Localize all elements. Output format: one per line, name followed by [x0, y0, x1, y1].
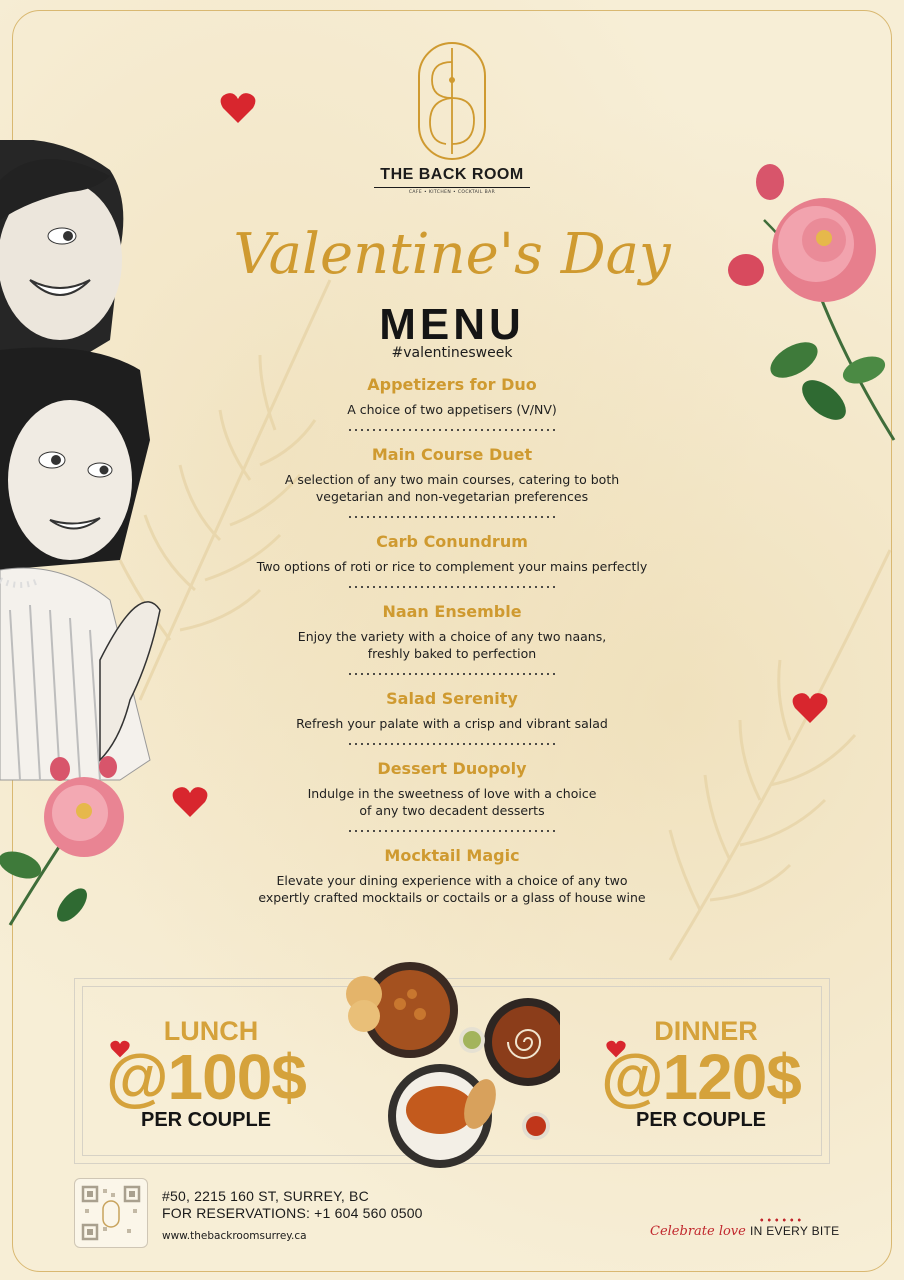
lunch-label: LUNCH	[163, 1016, 259, 1046]
course-item	[220, 444, 684, 505]
reservation-phone[interactable]: FOR RESERVATIONS: +1 604 560 0500	[162, 1205, 423, 1221]
logo-monogram-icon	[416, 40, 488, 162]
course-name: Naan Ensemble	[382, 602, 522, 621]
lunch-price: @100$	[106, 1041, 306, 1113]
course-description	[220, 715, 684, 732]
dotted-divider	[347, 429, 557, 431]
course-item	[220, 758, 684, 819]
address-block	[162, 1188, 423, 1222]
course-list	[220, 374, 684, 906]
lunch-offer	[96, 1016, 316, 1132]
dinner-label: DINNER	[654, 1016, 758, 1046]
qr-code-icon	[75, 1179, 147, 1247]
course-description-line: Enjoy the variety with a choice of any two naans,	[297, 629, 607, 644]
course-name: Salad Serenity	[386, 689, 518, 708]
course-name: Appetizers for Duo	[367, 375, 537, 394]
menu-heading: MENU	[379, 300, 525, 349]
slogan	[650, 1224, 840, 1239]
course-description-line: A selection of any two main courses, catering to both	[284, 472, 620, 487]
course-description-line: Refresh your palate with a crisp and vibrant salad	[296, 716, 608, 731]
course-description-line: Elevate your dining experience with a choice of any two	[276, 873, 628, 888]
course-name: Carb Conundrum	[376, 532, 528, 551]
course-item	[220, 374, 684, 418]
course-description	[220, 558, 684, 575]
page-title: Valentine's Day	[233, 222, 671, 287]
dinner-unit: PER COUPLE	[635, 1109, 767, 1131]
rose-illustration	[0, 755, 130, 930]
dotted-divider	[347, 586, 557, 588]
heart-icon	[792, 692, 828, 724]
brand-logo	[372, 40, 532, 195]
course-description	[220, 872, 684, 906]
brand-name: THE BACK ROOM	[380, 166, 524, 183]
slogan-caps: IN EVERY BITE	[750, 1224, 840, 1238]
course-item	[220, 845, 684, 906]
course-item	[220, 531, 684, 575]
course-name: Mocktail Magic	[384, 846, 520, 865]
dinner-price: @120$	[601, 1041, 801, 1113]
course-description	[220, 401, 684, 418]
course-description-line: vegetarian and non-vegetarian preferences	[315, 489, 589, 504]
dotted-divider	[347, 673, 557, 675]
brand-tagline: CAFE • KITCHEN • COCKTAIL BAR	[408, 190, 496, 195]
course-item	[220, 601, 684, 662]
lunch-unit: PER COUPLE	[140, 1109, 272, 1131]
course-name: Dessert Duopoly	[377, 759, 527, 778]
course-description-line: of any two decadent desserts	[359, 803, 545, 818]
course-description	[220, 471, 684, 505]
course-description-line: A choice of two appetisers (V/NV)	[347, 402, 557, 417]
heart-icon	[220, 92, 256, 124]
brand-rule	[374, 187, 530, 188]
course-description	[220, 785, 684, 819]
course-item	[220, 688, 684, 732]
course-name: Main Course Duet	[371, 445, 533, 464]
food-plates-image	[330, 954, 560, 1168]
address: #50, 2215 160 ST, SURREY, BC	[162, 1188, 369, 1204]
website-link[interactable]: www.thebackroomsurrey.ca	[162, 1230, 307, 1242]
dotted-divider	[347, 830, 557, 832]
qr-code[interactable]	[74, 1178, 148, 1248]
red-dots-decoration	[758, 1218, 804, 1222]
dotted-divider	[347, 516, 557, 518]
course-description-line: freshly baked to perfection	[367, 646, 537, 661]
course-description-line: Indulge in the sweetness of love with a choice	[307, 786, 597, 801]
dotted-divider	[347, 743, 557, 745]
slogan-script: Celebrate love	[650, 1224, 746, 1239]
dinner-offer	[590, 1016, 812, 1132]
course-description-line: expertly crafted mocktails or coctails or a glass of house wine	[258, 890, 646, 905]
course-description	[220, 628, 684, 662]
course-description-line: Two options of roti or rice to complement your mains perfectly	[256, 559, 648, 574]
hashtag: #valentinesweek	[391, 345, 513, 361]
